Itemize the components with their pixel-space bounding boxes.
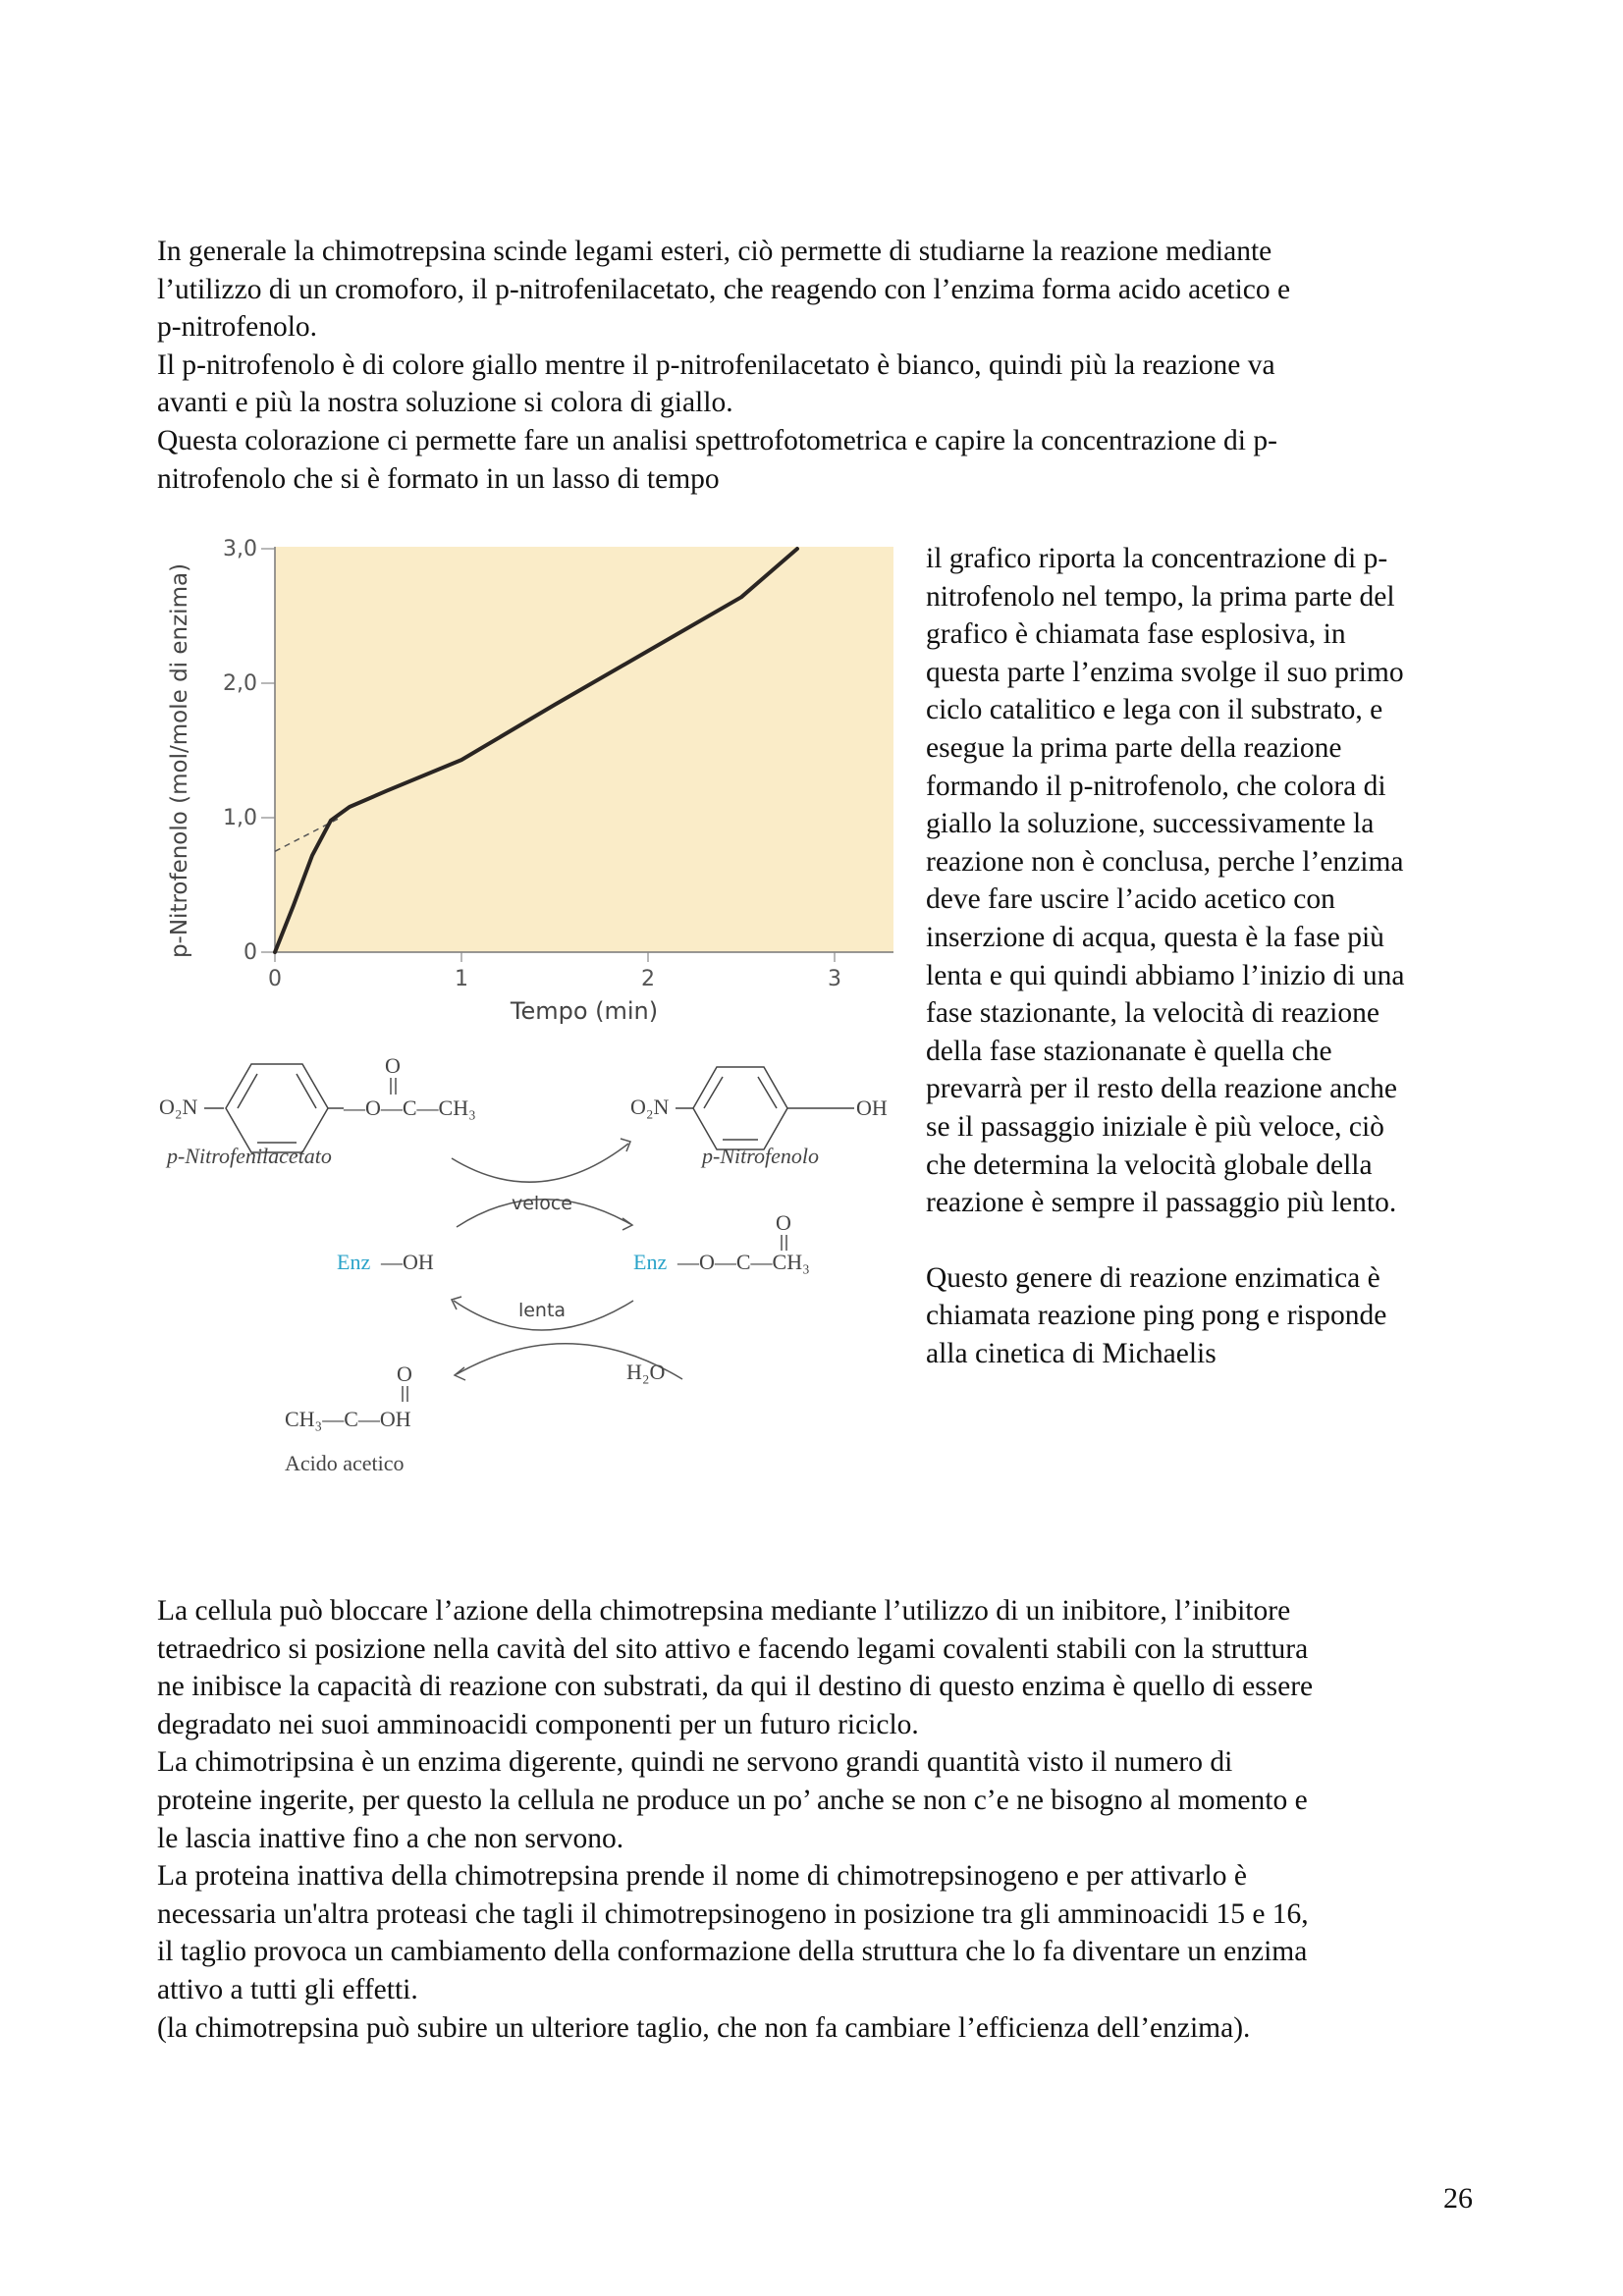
text-line: prevarrà per il resto della reazione anche — [926, 1073, 1397, 1105]
text-line: nitrofenolo che si è formato in un lasso di tempo — [157, 462, 720, 495]
text-line: degradato nei suoi amminoacidi componenti per un futuro riciclo. — [157, 1708, 919, 1740]
y-tick-label: 3,0 — [223, 537, 257, 561]
product-name: p-Nitrofenolo — [702, 1144, 819, 1168]
benzene-ring-icon — [693, 1067, 787, 1149]
intro-paragraph — [157, 233, 1483, 498]
text-line: grafico è chiamata fase esplosiva, in — [926, 618, 1346, 651]
arrowhead-icon — [455, 1367, 465, 1380]
carbonyl-o: O — [397, 1362, 412, 1386]
o2n-label: O₂N — [630, 1095, 670, 1119]
page-number: 26 — [1443, 2182, 1473, 2215]
x-tick-label: 2 — [641, 967, 655, 991]
text-line: della fase stazionanate è quella che — [926, 1035, 1332, 1067]
acetic-acid-formula: CH₃—C—OH — [285, 1407, 411, 1431]
text-line: Questa colorazione ci permette fare un analisi spettrofotometrica e capire la concentrazione di p- — [157, 424, 1277, 456]
text-line: La cellula può bloccare l’azione della chimotrepsina mediante l’utilizzo di un inibitore, l’inibitore — [157, 1595, 1291, 1627]
text-line: avanti e più la nostra soluzione si colora di giallo. — [157, 387, 733, 419]
text-line: esegue la prima parte della reazione — [926, 731, 1342, 764]
burst-kinetics-chart — [167, 537, 893, 1025]
text-line: proteine ingerite, per questo la cellula ne produce un po’ anche se non c’e ne bisogno al momento e — [157, 1784, 1308, 1816]
y-axis-label: p-Nitrofenolo (mol/mole di enzima) — [167, 562, 192, 959]
text-line: se il passaggio iniziale è più veloce, ciò — [926, 1110, 1384, 1143]
text-line: inserzione di acqua, questa è la fase più — [926, 921, 1384, 953]
text-line: l’utilizzo di un cromoforo, il p-nitrofenilacetato, che reagendo con l’enzima forma acido acetico e — [157, 273, 1291, 305]
text-line: ciclo catalitico e lega con il substrato, e — [926, 694, 1383, 726]
text-line: formando il p-nitrofenolo, che colora di — [926, 770, 1386, 802]
text-line: il grafico riporta la concentrazione di p- — [926, 543, 1388, 574]
text-line: (la chimotrepsina può subire un ulteriore taglio, che non fa cambiare l’efficienza dell’enzima). — [157, 2011, 1251, 2044]
figure-svg — [147, 525, 913, 1507]
text-line: ne inibisce la capacità di reazione con substrati, da qui il destino di questo enzima è quello di essere — [157, 1671, 1314, 1703]
text-line: lenta e qui quindi abbiamo l’inizio di una — [926, 959, 1405, 991]
text-line: In generale la chimotrepsina scinde legami esteri, ciò permette di studiarne la reazione mediante — [157, 236, 1272, 267]
water-label: H₂O — [626, 1360, 666, 1384]
carbonyl-o: O — [776, 1210, 791, 1235]
text-line: La proteina inattiva della chimotrepsina prende il nome di chimotrepsinogeno e per attivarlo è — [157, 1860, 1247, 1893]
explanation-block — [926, 540, 1486, 1222]
text-line: deve fare uscire l’acido acetico con — [926, 883, 1335, 916]
chart-explanation — [926, 540, 1486, 1372]
figure — [147, 525, 913, 1507]
text-line: giallo la soluzione, successivamente la — [926, 808, 1375, 840]
benzene-ring-icon — [226, 1064, 328, 1152]
text-line: che determina la velocità globale della — [926, 1148, 1373, 1181]
text-line: necessaria un'altra proteasi che tagli il chimotrepsinogeno in posizione tra gli amminoacidi 15 e 16, — [157, 1897, 1309, 1930]
text-line: p-nitrofenolo. — [157, 311, 318, 344]
text-line: Il p-nitrofenolo è di colore giallo mentre il p-nitrofenilacetato è bianco, quindi più la reazione va — [157, 348, 1275, 381]
o2n-label: O₂N — [159, 1095, 198, 1119]
text-line: reazione è sempre il passaggio più lento. — [926, 1187, 1397, 1219]
enzyme-label: Enz — [337, 1250, 371, 1274]
text-line: chiamata reazione ping pong e risponde — [926, 1300, 1387, 1332]
reaction-scheme — [159, 1053, 888, 1475]
oh-label: OH — [856, 1095, 888, 1120]
enzyme-label: Enz — [633, 1250, 668, 1274]
acetic-acid-name: Acido acetico — [285, 1451, 405, 1475]
ester-link: —O—C—CH₃ — [344, 1095, 476, 1120]
x-tick-label: 3 — [828, 967, 841, 991]
carbonyl-o: O — [385, 1053, 401, 1078]
plot-area — [275, 547, 893, 952]
text-line: le lascia inattive fino a che non servono. — [157, 1822, 624, 1854]
text-line: reazione non è conclusa, perche l’enzima — [926, 845, 1404, 878]
text-line: fase stazionante, la velocità di reazione — [926, 997, 1380, 1030]
text-line: attivo a tutti gli effetti. — [157, 1973, 418, 2005]
text-line: alla cinetica di Michaelis — [926, 1337, 1217, 1369]
y-tick-label: 0 — [243, 940, 257, 965]
inhibition-paragraph — [157, 1592, 1483, 2047]
x-tick-label: 0 — [268, 967, 282, 991]
text-line: questa parte l’enzima svolge il suo primo — [926, 656, 1404, 688]
fast-step-label: veloce — [512, 1193, 572, 1214]
text-line: nitrofenolo nel tempo, la prima parte del — [926, 580, 1395, 613]
curved-arrow-icon — [452, 1144, 628, 1182]
y-tick-label: 1,0 — [223, 806, 257, 830]
substrate-name: p-Nitrofenilacetato — [167, 1144, 332, 1168]
text-line: La chimotripsina è un enzima digerente, quindi ne servono grandi quantità visto il numero di — [157, 1746, 1233, 1779]
x-tick-label: 1 — [455, 967, 468, 991]
arrowhead-icon — [622, 1218, 632, 1230]
text-line: Questo genere di reazione enzimatica è — [926, 1261, 1380, 1294]
enzyme-oh: —OH — [381, 1250, 434, 1274]
text-line: il taglio provoca un cambiamento della conformazione della struttura che lo fa diventare un enzima — [157, 1936, 1308, 1968]
text-line: tetraedrico si posizione nella cavità del sito attivo e facendo legami covalenti stabili con la struttura — [157, 1632, 1309, 1665]
ping-pong-note — [926, 1259, 1486, 1373]
x-axis-label: Tempo (min) — [510, 997, 659, 1025]
slow-step-label: lenta — [517, 1300, 567, 1321]
y-tick-label: 2,0 — [223, 671, 257, 696]
acyl-enzyme-link: —O—C—CH₃ — [677, 1250, 810, 1274]
